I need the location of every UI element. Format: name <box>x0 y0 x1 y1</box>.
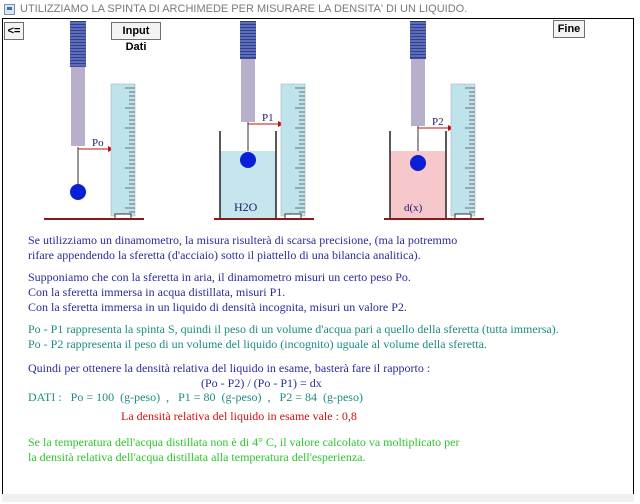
text-line-intro-2: rifare appendendo la sferetta (d'acciaio) sotto il piattello di una bilancia analitica). <box>28 248 421 262</box>
text-line-temperature-1: Se la temperatura dell'acqua distillata non è di 4° C, il valore calcolato va moltiplicato per <box>28 435 460 449</box>
reading-label-1: Po <box>92 137 104 149</box>
main-panel <box>2 18 634 498</box>
input-data-button[interactable]: Input Dati <box>111 22 161 40</box>
reading-label-2: P1 <box>262 112 274 124</box>
archimedes-diagram <box>3 19 633 249</box>
formula: (Po - P2) / (Po - P1) = dx <box>201 376 322 390</box>
steel-sphere <box>70 184 86 200</box>
end-button[interactable]: Fine <box>553 20 585 38</box>
liquid-label-2: H2O <box>234 200 258 214</box>
steel-sphere <box>240 152 256 168</box>
result-text: La densità relativa del liquido in esame vale : 0,8 <box>121 409 357 423</box>
liquid-label-3: d(x) <box>404 202 423 214</box>
app-icon <box>4 4 15 15</box>
text-line-buoyancy-liquid: Po - P2 rappresenta il peso di un volume del liquido (incognito) uguale al volume della sferetta. <box>28 337 487 351</box>
title-bar <box>0 0 640 20</box>
text-line-p1: Con la sferetta immersa in acqua distillata, misuri P1. <box>28 285 286 299</box>
data-values: DATI : Po = 100 (g-peso) , P1 = 80 (g-peso) , P2 = 84 (g-peso) <box>28 390 363 404</box>
window-bottom-edge <box>2 494 634 502</box>
steel-sphere <box>410 155 426 171</box>
text-line-buoyancy-water: Po - P1 rappresenta la spinta S, quindi il peso di un volume d'acqua pari a quello della sferetta (tutta immersa). <box>28 322 559 336</box>
text-line-p2: Con la sferetta immersa in un liquido di densità incognita, misuri un valore P2. <box>28 300 407 314</box>
text-line-ratio: Quindi per ottenere la densità relativa del liquido in esame, basterà fare il rapporto : <box>28 361 431 375</box>
reading-label-3: P2 <box>432 116 444 128</box>
back-button[interactable]: <= <box>4 22 24 40</box>
window-title: UTILIZZIAMO LA SPINTA DI ARCHIMEDE PER MISURARE LA DENSITA' DI UN LIQUIDO. <box>20 3 468 15</box>
text-line-temperature-2: la densità relativa dell'acqua distillata alla temperatura dell'esperienza. <box>28 450 366 464</box>
text-line-po: Supponiamo che con la sferetta in aria, il dinamometro misuri un certo peso Po. <box>28 270 411 284</box>
text-line-intro-1: Se utilizziamo un dinamometro, la misura risulterà di scarsa precisione, (ma la potremmo <box>28 233 458 247</box>
